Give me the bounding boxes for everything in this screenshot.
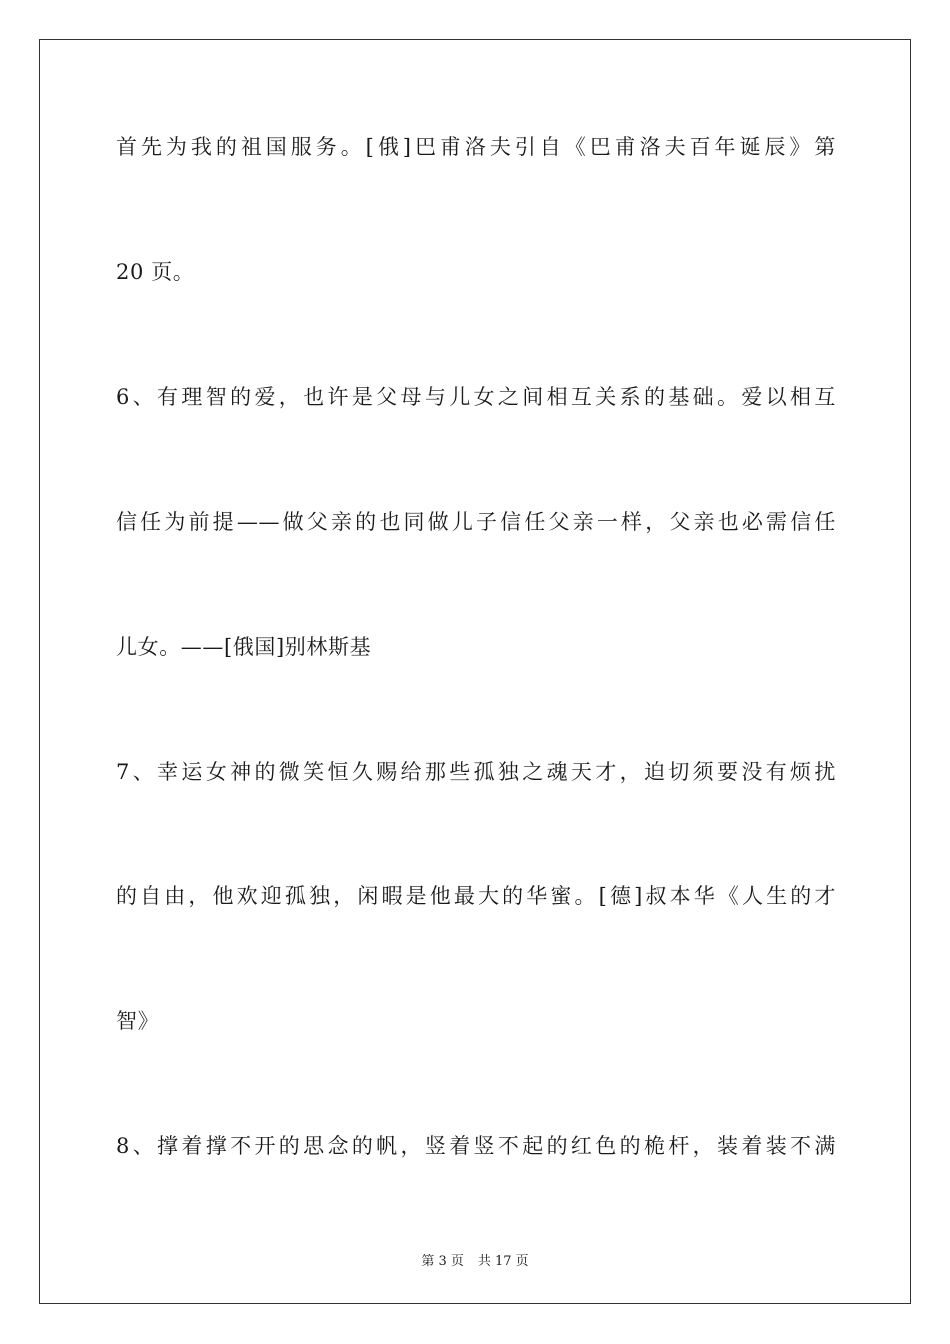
page-footer: [0, 1250, 950, 1269]
text-line-3: 6、有理智的爱，也许是父母与儿女之间相互关系的基础。爱以相互: [116, 385, 836, 409]
text-line-1: 首先为我的祖国服务。[俄]巴甫洛夫引自《巴甫洛夫百年诞辰》第: [116, 135, 836, 159]
text-line-8: 智》: [116, 1009, 160, 1033]
text-line-2: 20 页。: [116, 260, 195, 284]
text-line-4: 信任为前提——做父亲的也同做儿子信任父亲一样，父亲也必需信任: [116, 510, 836, 534]
page-total: 共 17 页: [477, 1254, 529, 1269]
text-line-9: 8、撑着撑不开的思念的帆，竖着竖不起的红色的桅杆，装着装不满: [116, 1134, 836, 1158]
text-line-7: 的自由，他欢迎孤独，闲暇是他最大的华蜜。[德]叔本华《人生的才: [116, 884, 836, 908]
text-line-5: 儿女。——[俄国]别林斯基: [116, 635, 372, 659]
page-number: 第 3 页: [421, 1254, 464, 1269]
page-border: [39, 39, 911, 1304]
text-line-6: 7、幸运女神的微笑恒久赐给那些孤独之魂天才，迫切须要没有烦扰: [116, 760, 836, 784]
